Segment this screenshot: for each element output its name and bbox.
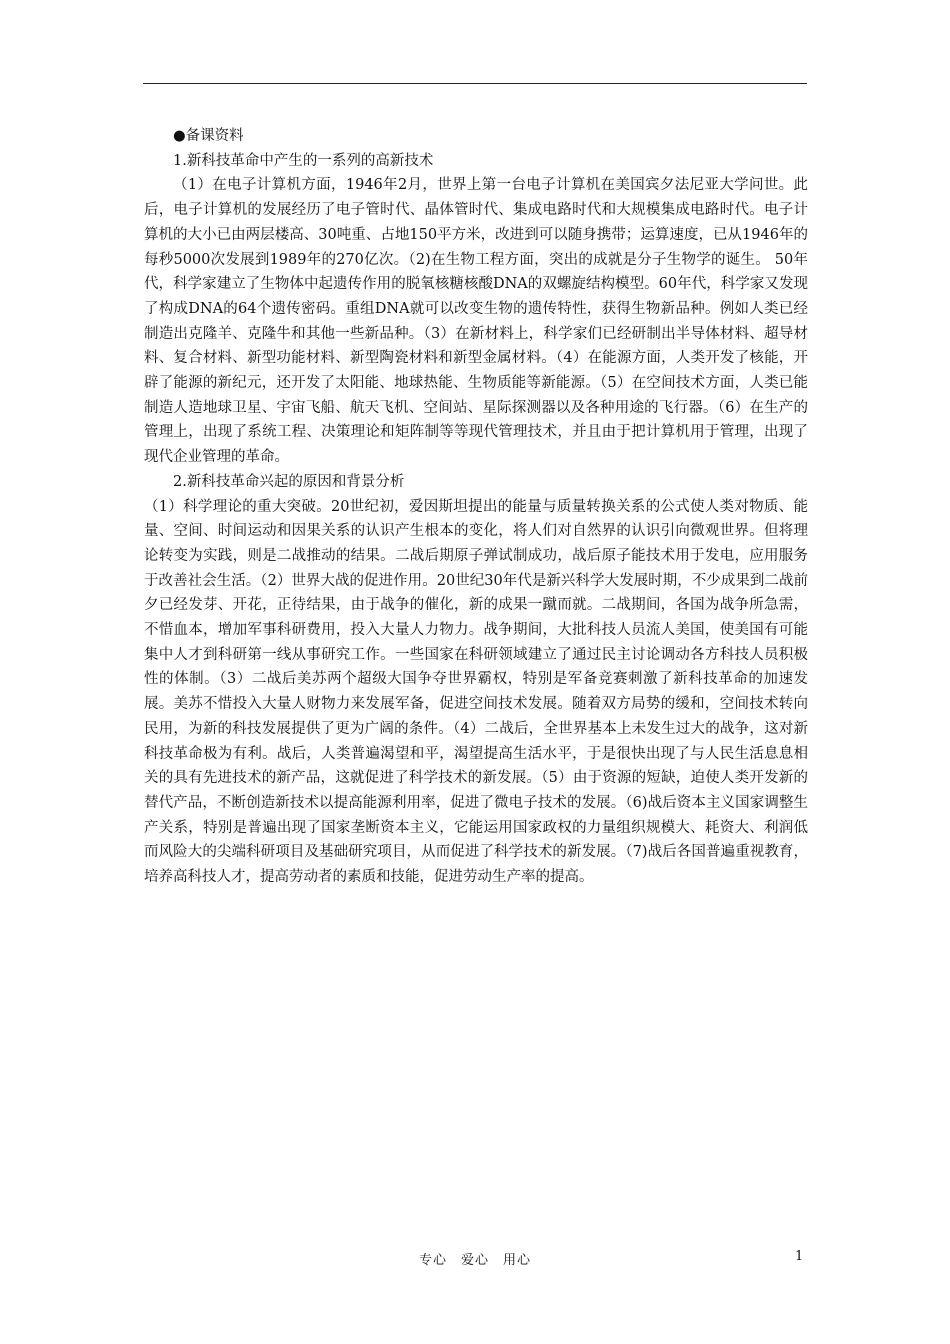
heading-causes: 2.新科技革命兴起的原因和背景分析 — [173, 473, 405, 490]
paragraph-high-tech: （1）在电子计算机方面，1946年2月，世界上第一台电子计算机在美国宾夕法尼亚大学问世。此后，电子计算机的发展经历了电子管时代、晶体管时代、集成电路时代和大规模集成电路时代。电子计算机的大小已由两层楼高、30吨重、占地150平方米，改进到可以随身携带；运算速度，已从1946年的每秒5000次发展到1989年的270亿次。（2)在生物工程方面，突出的成就是分子生物学的诞生。 50年代，科学家建立了生物体中起遗传作用的脱氧核糖核酸DNA的双螺旋结构模型。60年代，科学家又发现了构成DNA的64个遗传密码。重组DNA就可以改变生物的遗传特性，获得生物新品种。例如人类已经制造出克隆羊、克隆牛和其他一些新品种。（3）在新材料上，科学家们已经研制出半导体材料、超导材料、复合材料、新型功能材料、新型陶瓷材料和新型金属材料。（4）在能源方面，人类开发了核能，开辟了能源的新纪元，还开发了太阳能、地球热能、生物质能等新能源。（5）在空间技术方面，人类已能制造人造地球卫星、宇宙飞船、航天飞机、空间站、星际探测器以及各种用途的飞行器。（6）在生产的管理上，出现了系统工程、决策理论和矩阵制等等现代管理技术，并且由于把计算机用于管理，出现了现代企业管理的革命。 — [144, 177, 808, 466]
header-rule — [143, 83, 807, 84]
document-body — [144, 124, 808, 890]
page-number: 1 — [795, 1249, 804, 1264]
heading-high-tech: 1.新科技革命中产生的一系列的高新技术 — [173, 152, 434, 169]
section-title: ●备课资料 — [173, 128, 244, 144]
paragraph-causes: （1）科学理论的重大突破。20世纪初，爱因斯坦提出的能量与质量转换关系的公式使人类对物质、能量、空间、时间运动和因果关系的认识产生根本的变化，将人们对自然界的认识引向微观世界。但将理论转变为实践，则是二战推动的结果。二战后期原子弹试制成功，战后原子能技术用于发电，应用服务于改善社会生活。（2）世界大战的促进作用。20世纪30年代是新兴科学大发展时期，不少成果到二战前夕已经发芽、开花，正待结果，由于战争的催化，新的成果一蹴而就。二战期间，各国为战争所急需，不惜血本，增加军事科研费用，投入大量人力物力。战争期间，大批科技人员流人美国，使美国有可能集中人才到科研第一线从事研究工作。一些国家在科研领域建立了通过民主讨论调动各方科技人员积极性的体制。（3）二战后美苏两个超级大国争夺世界霸权，特别是军备竞赛刺激了新科技革命的加速发展。美苏不惜投入大量人财物力来发展军备，促进空间技术发展。随着双方局势的缓和，空间技术转向民用，为新的科技发展提供了更为广阔的条件。（4）二战后，全世界基本上未发生过大的战争，这对新科技革命极为有利。战后，人类普遍渴望和平，渴望提高生活水平，于是很快出现了与人民生活息息相关的具有先进技术的新产品，这就促进了科学技术的新发展。（5）由于资源的短缺，迫使人类开发新的替代产品，不断创造新技术以提高能源利用率，促进了微电子技术的发展。（6)战后资本主义国家调整生产关系，特别是普遍出现了国家垄断资本主义，它能运用国家政权的力量组织规模大、耗资大、利润低而风险大的尖端科研项目及基础研究项目，从而促进了科学技术的新发展。（7)战后各国普遍重视教育，培养高科技人才，提高劳动者的素质和技能，促进劳动生产率的提高。 — [144, 498, 808, 886]
footer-slogan: 专心 爱心 用心 — [418, 1253, 531, 1268]
